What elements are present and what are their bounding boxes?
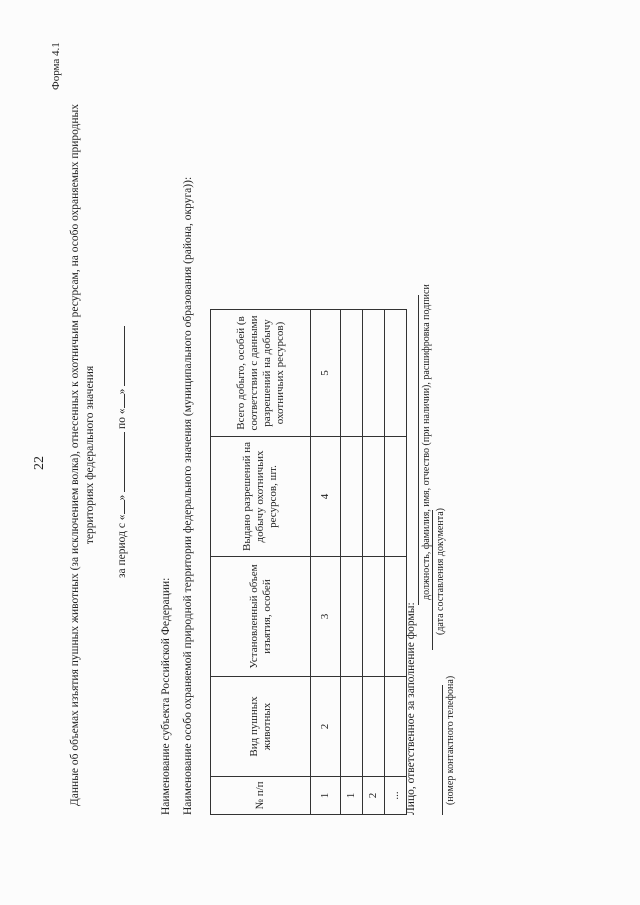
table-cell[interactable] bbox=[385, 437, 407, 557]
table-cell[interactable] bbox=[363, 437, 385, 557]
table-cell[interactable] bbox=[363, 557, 385, 677]
column-number: 5 bbox=[311, 310, 341, 437]
period-to-month-field[interactable] bbox=[112, 326, 125, 386]
form-label: Форма 4.1 bbox=[50, 42, 62, 90]
column-number: 1 bbox=[311, 777, 341, 815]
column-number: 2 bbox=[311, 677, 341, 777]
header-permits: Выдано разрешений на добычу охотничьих ресурсов, шт. bbox=[211, 437, 311, 557]
phone-line[interactable] bbox=[442, 685, 443, 815]
table-cell[interactable] bbox=[363, 677, 385, 777]
data-table bbox=[210, 309, 407, 815]
table-cell[interactable] bbox=[341, 677, 363, 777]
column-number: 3 bbox=[311, 557, 341, 677]
form-title: Данные об объемах изъятия пушных животных (за исключением волка), отнесенных к охотничьим ресурсам, на особо охраняемых природных территориях федерального значения bbox=[69, 103, 96, 807]
period-close-1: » bbox=[116, 494, 128, 501]
responsible-caption: должность, фамилия, имя, отчество (при наличии), расшифровка подписи bbox=[421, 284, 432, 600]
period-close-2: » bbox=[116, 388, 128, 395]
table-row bbox=[385, 310, 407, 815]
period-from-month-field[interactable] bbox=[112, 432, 125, 492]
table-header-row bbox=[211, 310, 311, 815]
header-harvested: Всего добыто, особей (в соответствии с данными разрешений на добычу охотничьих ресурсов) bbox=[211, 310, 311, 437]
row-number: 2 bbox=[363, 777, 385, 815]
row-number: ... bbox=[385, 777, 407, 815]
rotated-form-sheet bbox=[20, 20, 620, 890]
period-to-day-field[interactable] bbox=[112, 394, 125, 408]
date-line[interactable] bbox=[432, 510, 433, 650]
table-row bbox=[363, 310, 385, 815]
period-to: по « bbox=[116, 408, 128, 429]
period-from-day-field[interactable] bbox=[112, 500, 125, 514]
header-quota: Установленный объем изъятия, особей bbox=[211, 557, 311, 677]
column-number: 4 bbox=[311, 437, 341, 557]
responsible-signature-line[interactable] bbox=[418, 295, 419, 605]
row-number: 1 bbox=[341, 777, 363, 815]
period-prefix: за период с « bbox=[116, 514, 128, 578]
table-row bbox=[341, 310, 363, 815]
date-caption: (дата составления документа) bbox=[435, 508, 446, 635]
table-cell[interactable] bbox=[341, 437, 363, 557]
header-number: № п/п bbox=[211, 777, 311, 815]
phone-caption: (номер контактного телефона) bbox=[445, 675, 456, 805]
table-column-numbers-row bbox=[311, 310, 341, 815]
subject-label: Наименование субъекта Российской Федерации: bbox=[160, 577, 172, 815]
header-species: Вид пушных животных bbox=[211, 677, 311, 777]
table-cell[interactable] bbox=[363, 310, 385, 437]
page-number: 22 bbox=[32, 456, 47, 470]
territory-label: Наименование особо охраняемой природной территории федерального значения (муниципального образования (района, округа)): bbox=[182, 176, 194, 815]
table-cell[interactable] bbox=[341, 310, 363, 437]
period-line bbox=[112, 326, 128, 578]
table-cell[interactable] bbox=[385, 677, 407, 777]
table-cell[interactable] bbox=[385, 310, 407, 437]
table-cell[interactable] bbox=[385, 557, 407, 677]
responsible-label: Лицо, ответственное за заполнение формы: bbox=[405, 602, 417, 815]
table-cell[interactable] bbox=[341, 557, 363, 677]
